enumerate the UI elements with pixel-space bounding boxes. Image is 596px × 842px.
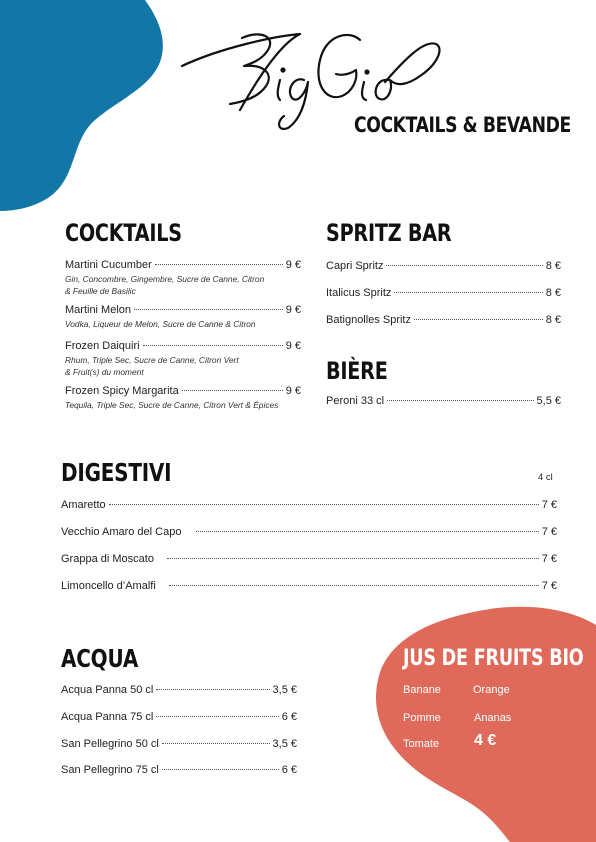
item-price: 3,5 € bbox=[272, 738, 297, 750]
acqua-item bbox=[61, 711, 297, 723]
item-name: San Pellegrino 75 cl bbox=[61, 764, 159, 776]
item-price: 7 € bbox=[541, 553, 557, 565]
item-name: Limoncello d’Amalfi bbox=[61, 580, 156, 592]
item-price: 8 € bbox=[545, 260, 561, 272]
fruit-label: Banane bbox=[403, 684, 441, 696]
acqua-item bbox=[61, 684, 297, 696]
cocktail-item bbox=[65, 304, 301, 316]
digestivi-heading: DIGESTIVI bbox=[61, 458, 172, 487]
item-name: Frozen Spicy Margarita bbox=[65, 385, 179, 397]
item-name: Frozen Daiquiri bbox=[65, 340, 140, 352]
biere-item bbox=[326, 395, 561, 407]
blue-corner-shape bbox=[0, 0, 170, 215]
item-price: 7 € bbox=[541, 499, 557, 511]
item-price: 9 € bbox=[285, 304, 301, 316]
volume-label: 4 cl bbox=[538, 472, 553, 483]
spritz-item bbox=[326, 260, 561, 272]
cocktail-item bbox=[65, 385, 301, 397]
acqua-item bbox=[61, 738, 297, 750]
acqua-heading: ACQUA bbox=[61, 644, 139, 673]
digestivi-item bbox=[61, 580, 557, 592]
cocktails-heading: COCKTAILS bbox=[65, 219, 182, 247]
item-name: Batignolles Spritz bbox=[326, 314, 411, 326]
item-price: 5,5 € bbox=[536, 395, 561, 407]
fruit-label: Pomme bbox=[403, 712, 441, 724]
item-price: 7 € bbox=[541, 526, 557, 538]
spritz-item bbox=[326, 314, 561, 326]
cocktail-item bbox=[65, 340, 301, 352]
fruit-label: Tomate bbox=[403, 738, 440, 750]
biere-heading: BIÈRE bbox=[326, 357, 388, 385]
item-price: 6 € bbox=[281, 711, 297, 723]
item-price: 9 € bbox=[285, 340, 301, 352]
item-name: Acqua Panna 50 cl bbox=[61, 684, 154, 696]
item-description: Vodka, Liqueur de Melon, Sucre de Canne & Citron bbox=[65, 319, 256, 329]
item-name: Vecchio Amaro del Capo bbox=[61, 526, 182, 538]
item-name: Amaretto bbox=[61, 499, 106, 511]
item-price: 9 € bbox=[285, 259, 301, 271]
acqua-item bbox=[61, 764, 297, 776]
item-description: Tequila, Triple Sec, Sucre de Canne, Citron Vert & Épices bbox=[65, 400, 279, 410]
digestivi-item bbox=[61, 553, 557, 565]
spritz-item bbox=[326, 287, 561, 299]
item-name: Martini Cucumber bbox=[65, 259, 152, 271]
item-name: Capri Spritz bbox=[326, 260, 384, 272]
menu-subtitle: COCKTAILS & BEVANDE bbox=[354, 113, 571, 137]
jus-heading: JUS DE FRUITS BIO bbox=[403, 646, 584, 671]
item-name: Martini Melon bbox=[65, 304, 132, 316]
item-price: 6 € bbox=[281, 764, 297, 776]
digestivi-item bbox=[61, 526, 557, 538]
cocktail-item bbox=[65, 259, 301, 271]
spritz-heading: SPRITZ BAR bbox=[326, 219, 452, 247]
item-name: Italicus Spritz bbox=[326, 287, 392, 299]
digestivi-item bbox=[61, 499, 557, 511]
fruit-label: Orange bbox=[473, 684, 510, 696]
item-price: 9 € bbox=[285, 385, 301, 397]
item-price: 7 € bbox=[541, 580, 557, 592]
item-price: 8 € bbox=[545, 314, 561, 326]
item-name: Grappa di Moscato bbox=[61, 553, 154, 565]
item-price: 8 € bbox=[545, 287, 561, 299]
item-name: Peroni 33 cl bbox=[326, 395, 385, 407]
item-price: 3,5 € bbox=[272, 684, 297, 696]
jus-price: 4 € bbox=[474, 732, 497, 749]
item-name: San Pellegrino 50 cl bbox=[61, 738, 159, 750]
item-description: Rhum, Triple Sec, Sucre de Canne, Citron Vert & Fruit(s) du moment bbox=[65, 355, 239, 377]
item-name: Acqua Panna 75 cl bbox=[61, 711, 154, 723]
fruit-label: Ananas bbox=[474, 712, 512, 724]
item-description: Gin, Concombre, Gingembre, Sucre de Canne, Citron & Feuille de Basilic bbox=[65, 274, 265, 296]
